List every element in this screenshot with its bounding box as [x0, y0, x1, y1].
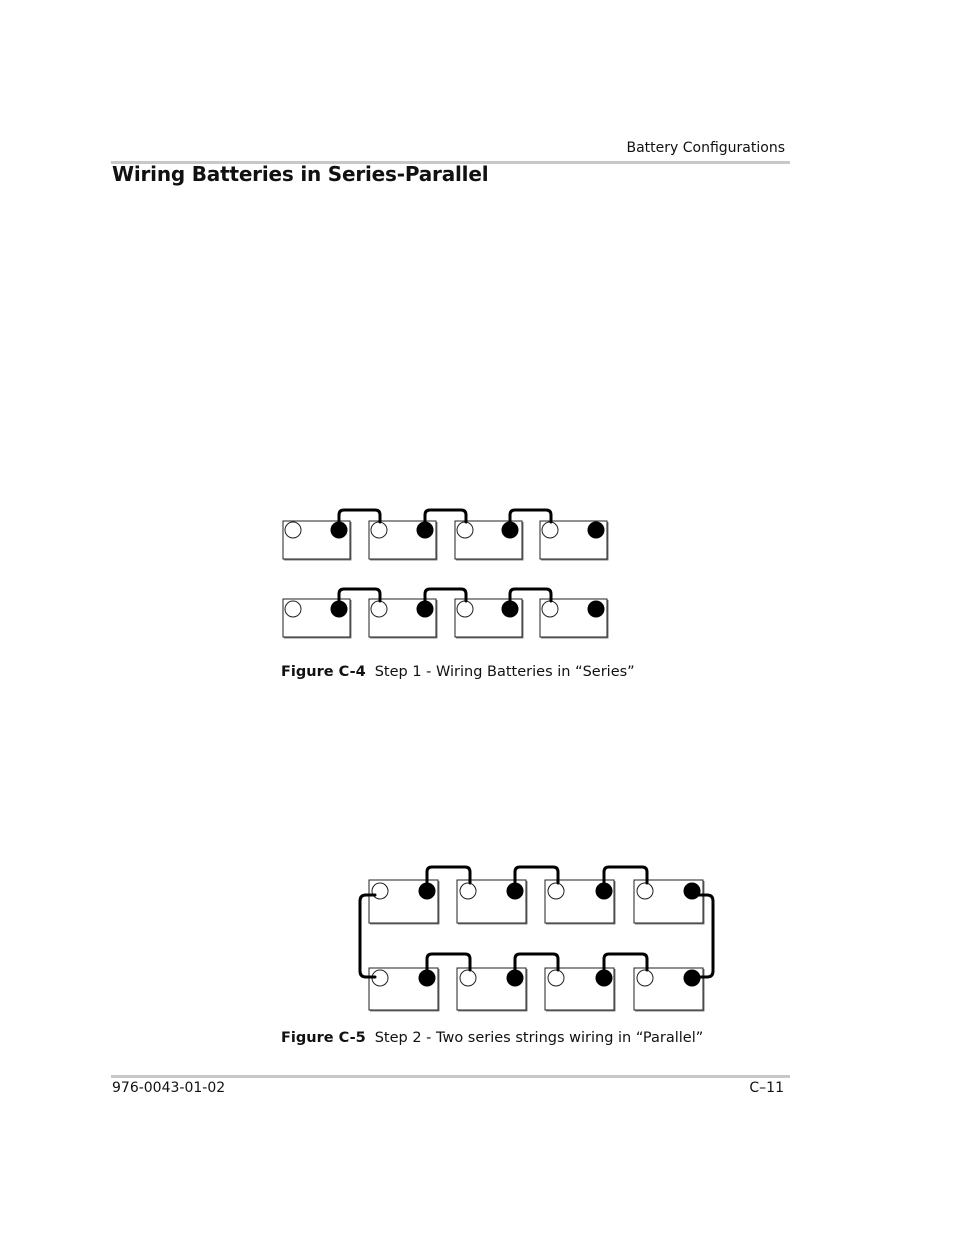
positive-terminal [507, 883, 523, 899]
page-number: C–11 [749, 1080, 784, 1096]
section-title: Wiring Batteries in Series-Parallel [112, 162, 489, 186]
positive-terminal [419, 883, 435, 899]
document-number: 976-0043-01-02 [112, 1080, 226, 1096]
figure-caption-text: Step 1 - Wiring Batteries in “Series” [374, 664, 635, 680]
figure-number: Figure C-5 [281, 1030, 366, 1046]
negative-terminal [460, 883, 476, 899]
negative-terminal [637, 883, 653, 899]
positive-terminal [596, 883, 612, 899]
positive-terminal [419, 970, 435, 986]
parallel-string-top [369, 867, 704, 924]
figure-c5-caption [281, 1030, 703, 1046]
positive-terminal [596, 970, 612, 986]
positive-terminal [507, 970, 523, 986]
parallel-string-bottom [369, 954, 704, 1011]
negative-terminal [637, 970, 653, 986]
negative-terminal [548, 970, 564, 986]
negative-terminal [548, 883, 564, 899]
figure-number: Figure C-4 [281, 664, 366, 680]
negative-terminal [372, 883, 388, 899]
negative-terminal [460, 970, 476, 986]
positive-terminal [684, 883, 700, 899]
figure-caption-text: Step 2 - Two series strings wiring in “Parallel” [374, 1030, 704, 1046]
footer-rule [111, 1075, 790, 1078]
running-header: Battery Configurations [626, 140, 785, 156]
